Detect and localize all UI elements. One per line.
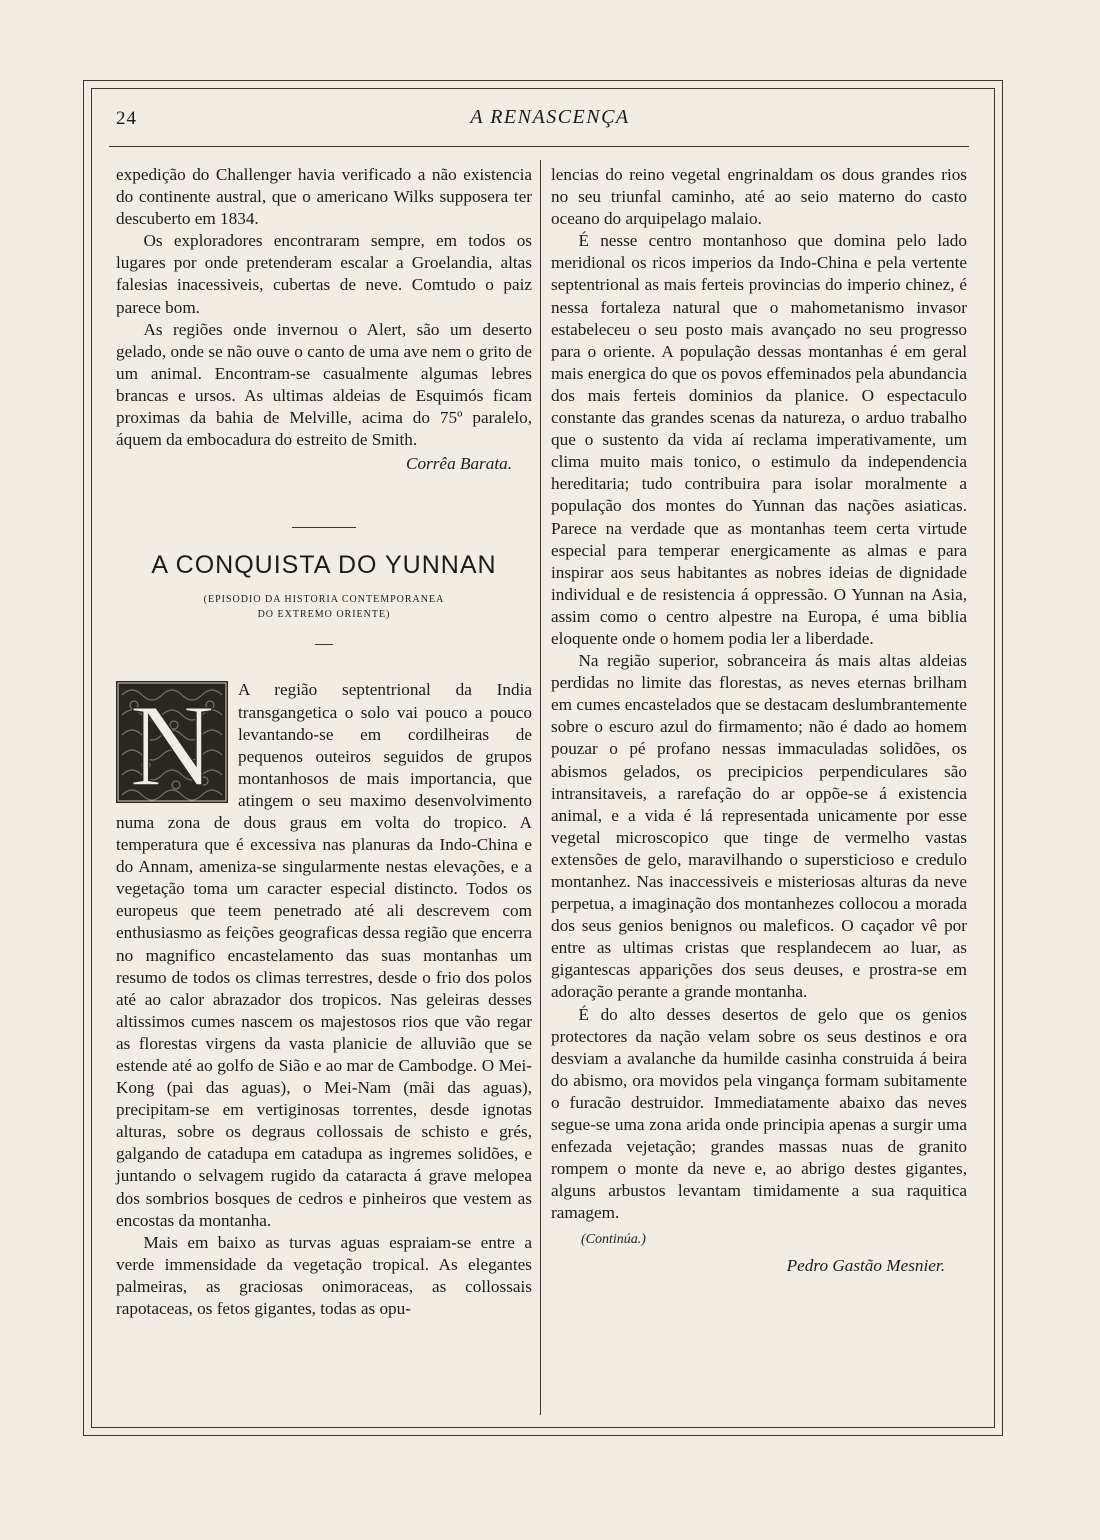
author-signature: Corrêa Barata.: [406, 454, 512, 474]
paragraph: Mais em baixo as turvas aguas espraiam-se entre a verde immensidade da vegetação tropical. As elegantes palmeiras, as graciosas onimoraceas, as collossais rapotaceas, os fetos gigantes, todas as opu-: [116, 1232, 532, 1319]
drop-cap-letter: N: [129, 681, 215, 804]
column-divider: [540, 160, 541, 1415]
left-column: [116, 164, 532, 1320]
paragraph: As regiões onde invernou o Alert, são um deserto gelado, onde se não ouve o canto de uma ave nem o grito de um animal. Encontram-se casualmente algumas lebres brancas e ursos. As ultimas aldeias de Esquimós ficam proximas da bahia de Melville, acima do 75º paralelo, áquem da embocadura do estreito de Smith.: [116, 319, 532, 450]
ornamental-drop-cap: [116, 681, 228, 803]
paragraph: lencias do reino vegetal engrinaldam os dous grandes rios no seu triunfal caminho, até ao seio materno do casto oceano do arquipelago malaio.: [551, 165, 967, 229]
paragraph: Na região superior, sobranceira ás mais altas aldeias perdidas no limite das florestas, as neves eternas brilham em cumes encastelados que se destacam deslumbrantemente sobre o escuro azul do firmamento; não é dado ao homem pouzar o pé profano nessas immaculadas solidões, os abismos gelados, os precipicios perpendiculares são intransitaveis, a rarefação do ar oppõe-se á existencia animal, e a vida é lá representada unicamente por esse vegetal microscopico que tinge de vermelho vastas extensões de gelo, maravilhando o supersticioso e credulo montanhez. Nas inaccessiveis e misteriosas alturas da neve perpetua, a imaginação dos montanhezes collocou a morada dos seus genios benignos ou maleficos. O caçador vê por entre as ultimas cristas que resplandecem ao luar, as gigantescas apparições dos seus deuses, e prostra-se em adoração perante a grande montanha.: [551, 651, 967, 1002]
article-subtitle-line: (EPISODIO DA HISTORIA CONTEMPORANEA: [203, 594, 445, 606]
author-signature: Pedro Gastão Mesnier.: [786, 1255, 945, 1275]
right-column: [551, 164, 967, 1277]
running-title: A RENASCENÇA: [470, 106, 630, 128]
paragraph: É nesse centro montanhoso que domina pelo lado meridional os ricos imperios da Indo-China e pela vertente septentrional as mais ferteis provincias do imperio chinez, é nessa fortaleza natural que o mahometanismo invasor estabeleceu o seu posto mais avançado no seu progresso para o oriente. A população dessas montanhas é em geral mais energica do que os povos effeminados pela abundancia dos mais ferteis dominios da planice. O espectaculo constante das grandes scenas da natureza, o arduo trabalho que o sustento da vida aí reclama imperativamente, um clima muito mais tonico, o estimulo da independencia hereditaria; tudo contribuira para isolar moralmente a população dos montes do Yunnan das nações asiaticas. Parece na verdade que as montanhas teem certa virtude especial para temperar energicamente as almas e para inspirar aos seus habitantes as nobres ideias de dignidade individual e de resistencia á oppressão. O Yunnan na Asia, assim como o centro alpestre na Europa, é uma biblia eloquente onde o homem podia ler a liberdade.: [551, 231, 967, 648]
section-divider: [292, 527, 356, 528]
article-body: [116, 679, 532, 1320]
page-number: 24: [116, 108, 137, 129]
paragraph: A região septentrional da India transgangetica o solo vai pouco a pouco levantando-se em cordilheiras de pequenos outeiros seguidos de grupos montanhosos de mais importancia, que atingem o seu maximo desenvolvimento numa zona de dous graus em volta do tropico. A temperatura que é excessiva nas planuras da Indo-China e do Annam, ameniza-se singularmente nestas elevações, e a vegetação toma um caracter especial distincto. Todos os europeus que teem penetrado até ali descrevem com enthusiasmo as feições geograficas dessa região que encerra no magnifico encastelamento das suas montanhas um resumo de todos os climas terrestres, desde o frio dos polos até ao calor abrazador dos tropicos. Nas geleiras desses altissimos cumes nascem os majestosos rios que vão regar as florestas virgens da vasta planicie de alluvião que se estende até ao golfo de Sião e ao mar de Cambodge. O Mei-Kong (pai das aguas), o Mei-Nam (mãi das aguas), precipitam-se em vertiginosas torrentes, desde ignotas alturas, sobre os degraus collossais de schisto e grés, galgando de catadupa em catadupa as ingremes solidões, e juntando o selvagem rugido da cataracta á grave melopea dos sombrios bosques de cedros e pinheiros que vestem as encostas da montanha.: [116, 680, 532, 1230]
paragraph: expedição do Challenger havia verificado a não existencia do continente austral, que o americano Wilks supposera ter descuberto em 1834.: [116, 165, 532, 229]
paragraph: Os exploradores encontraram sempre, em todos os lugares por onde pretenderam escalar a Groelandia, altas falesias inacessiveis, cubertas de neve. Comtudo o paiz parece bom.: [116, 231, 532, 317]
continuation-note: (Continúa.): [581, 1231, 646, 1247]
header-rule: [109, 146, 969, 147]
article-subtitle-line: DO EXTREMO ORIENTE): [257, 609, 391, 621]
article-title: A CONQUISTA DO YUNNAN: [151, 551, 497, 580]
paragraph: É do alto desses desertos de gelo que os genios protectores da nação velam sobre os seus destinos e ora desviam a avalanche da humilde casinha construida á beira do abismo, ora movidos pela vingança formam subitamente o furacão destruidor. Immediatamente abaixo das neves segue-se uma zona arida onde principia apenas a surgir uma enfezada vejetação; grandes massas nuas de granito rompem o monte da neve e, ao abrigo destes gigantes, alguns arbustos levantam timidamente a sua raquitica ramagem.: [551, 1004, 967, 1223]
title-divider: [315, 644, 333, 645]
